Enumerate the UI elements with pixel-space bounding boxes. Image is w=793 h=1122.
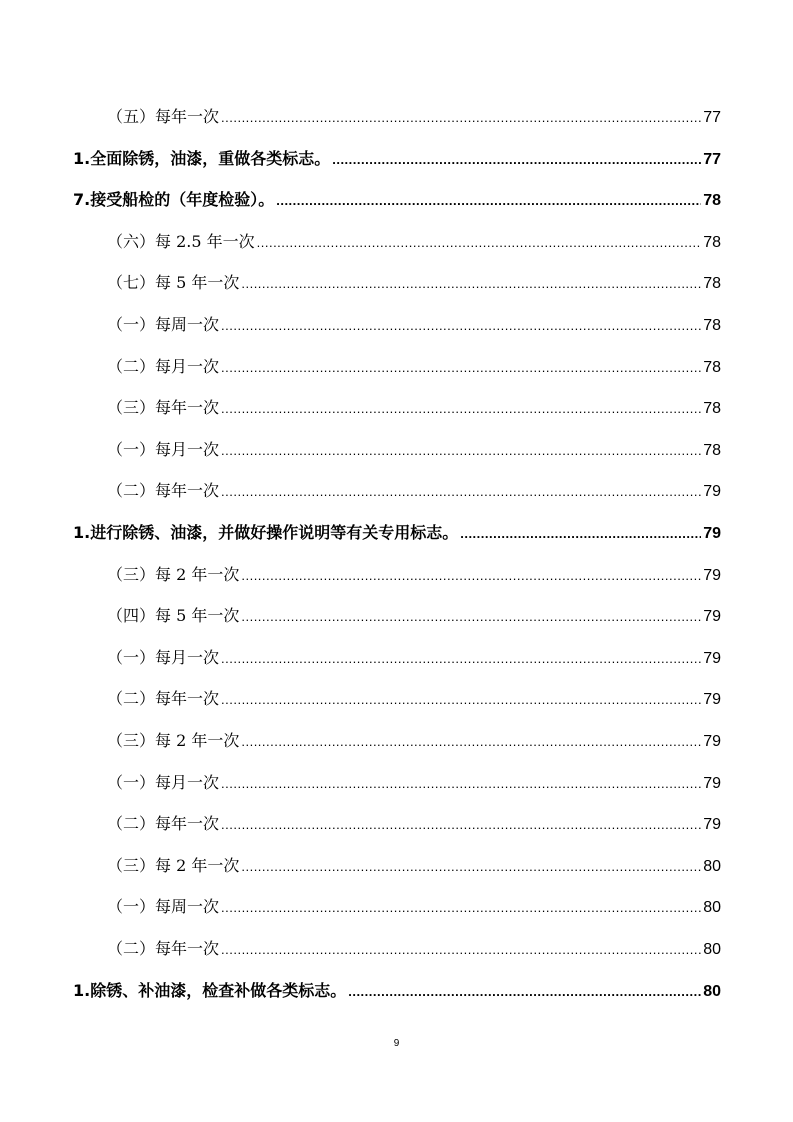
- dot-leader: [241, 563, 701, 588]
- toc-entry-title: （一）每月一次: [107, 772, 220, 792]
- toc-entry-title: （二）每月一次: [107, 356, 220, 376]
- dot-leader: [221, 438, 701, 463]
- toc-entry-title: （六）每 2.5 年一次: [107, 231, 255, 251]
- toc-entry[interactable]: [0, 563, 721, 587]
- toc-entry-page: 78: [703, 400, 721, 418]
- dot-leader: [221, 355, 701, 380]
- toc-entry-page: 78: [703, 441, 721, 459]
- toc-entry-title: （四）每 5 年一次: [107, 606, 240, 626]
- toc-entry-title: （一）每周一次: [107, 315, 220, 334]
- toc-entry-title: （三）每 2 年一次: [107, 855, 240, 875]
- dot-leader: [221, 812, 701, 837]
- toc-entry-page: 79: [703, 733, 721, 750]
- dot-leader: [241, 604, 701, 629]
- toc-entry-page: 77: [703, 109, 721, 126]
- dot-leader: [460, 521, 701, 546]
- toc-entry-title: （三）每 2 年一次: [107, 564, 240, 584]
- toc-entry-page: 78: [703, 317, 721, 334]
- toc-entry-title: （三）每 2 年一次: [107, 731, 240, 750]
- dot-leader: [221, 646, 701, 671]
- toc-entry-page: 77: [703, 150, 721, 168]
- dot-leader: [257, 230, 702, 255]
- toc-entry[interactable]: [0, 147, 721, 171]
- toc-entry[interactable]: [0, 521, 721, 545]
- toc-entry[interactable]: [0, 479, 721, 503]
- toc-entry[interactable]: [0, 355, 721, 379]
- toc-entry[interactable]: [0, 438, 721, 462]
- dot-leader: [332, 147, 701, 172]
- toc-entry[interactable]: [0, 230, 721, 254]
- toc-entry-page: 80: [703, 982, 721, 1000]
- toc-entry-page: 79: [703, 525, 721, 542]
- toc-entry[interactable]: [0, 937, 721, 961]
- toc-entry-page: 79: [703, 816, 721, 834]
- toc-entry-page: 79: [703, 608, 721, 626]
- toc-entry-title: （五）每年一次: [107, 107, 220, 126]
- toc-entry[interactable]: [0, 729, 721, 753]
- toc-entry[interactable]: [0, 105, 721, 129]
- toc-entry-page: 79: [703, 774, 721, 792]
- dot-leader: [221, 687, 701, 712]
- toc-entry[interactable]: [0, 313, 721, 337]
- dot-leader: [221, 105, 701, 130]
- dot-leader: [348, 979, 701, 1004]
- toc-entry-title: （二）每年一次: [107, 814, 220, 834]
- toc-entry-page: 78: [703, 358, 721, 376]
- dot-leader: [221, 895, 701, 920]
- page-number: 9: [393, 1038, 400, 1049]
- dot-leader: [276, 188, 701, 213]
- toc-entry-title: （二）每年一次: [107, 939, 220, 958]
- toc-entry-page: 80: [703, 899, 721, 917]
- toc-entry-page: 78: [703, 275, 721, 293]
- toc-entry-title: （二）每年一次: [107, 689, 220, 709]
- toc-entry[interactable]: [0, 687, 721, 711]
- toc-entry[interactable]: [0, 271, 721, 295]
- toc-entry-title: 1.除锈、补油漆，检查补做各类标志。: [73, 980, 347, 1000]
- toc-entry-title: 7.接受船检的（年度检验）。: [73, 190, 275, 210]
- dot-leader: [241, 271, 701, 296]
- toc-entry-page: 79: [703, 691, 721, 709]
- toc-entry-title: （二）每年一次: [107, 481, 220, 501]
- toc-entry[interactable]: [0, 979, 721, 1003]
- toc-entry-title: （一）每月一次: [107, 647, 220, 667]
- dot-leader: [241, 729, 701, 754]
- toc-entry-page: 80: [703, 857, 721, 875]
- dot-leader: [221, 937, 701, 962]
- toc-entry-page: 79: [703, 566, 721, 584]
- toc-entry[interactable]: [0, 812, 721, 836]
- toc-entry-title: 1.进行除锈、油漆，并做好操作说明等有关专用标志。: [73, 523, 459, 542]
- dot-leader: [241, 854, 701, 879]
- toc-entry-title: （三）每年一次: [107, 398, 220, 418]
- toc-entry[interactable]: [0, 646, 721, 670]
- toc-entry-page: 78: [703, 192, 721, 210]
- toc-entry[interactable]: [0, 895, 721, 919]
- toc-entry[interactable]: [0, 188, 721, 212]
- toc-entry-page: 78: [703, 233, 721, 251]
- toc-entry-title: （一）每月一次: [107, 439, 220, 459]
- toc-entry-title: 1.全面除锈，油漆，重做各类标志。: [73, 148, 331, 168]
- toc-entry[interactable]: [0, 604, 721, 628]
- toc-entry-page: 80: [703, 941, 721, 958]
- dot-leader: [221, 396, 701, 421]
- toc-entry-title: （一）每周一次: [107, 897, 220, 917]
- toc-entry-page: 79: [703, 483, 721, 501]
- dot-leader: [221, 771, 701, 796]
- toc-entry-page: 79: [703, 649, 721, 667]
- toc-entry[interactable]: [0, 396, 721, 420]
- toc-entry[interactable]: [0, 771, 721, 795]
- dot-leader: [221, 479, 701, 504]
- dot-leader: [221, 313, 701, 338]
- toc-entry[interactable]: [0, 854, 721, 878]
- toc-entry-title: （七）每 5 年一次: [107, 273, 240, 293]
